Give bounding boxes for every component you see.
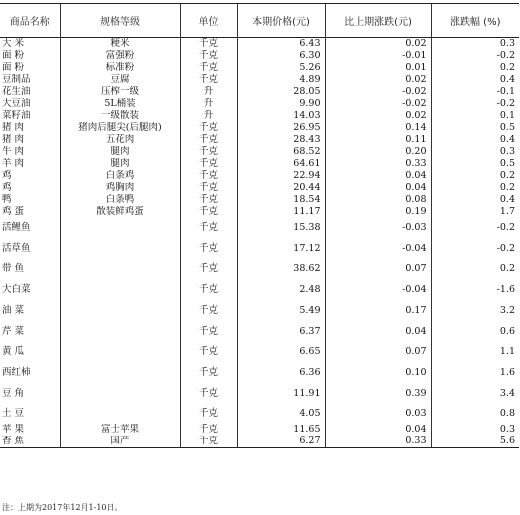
current-price-cell: 9.90 bbox=[237, 98, 325, 110]
spec-grade-cell: 标准粉 bbox=[60, 62, 180, 74]
current-price-cell: 17.12 bbox=[237, 239, 325, 259]
commodity-name-cell: 土 豆 bbox=[2, 407, 25, 419]
change-percent-cell: 0.1 bbox=[431, 110, 519, 122]
spec-grade-cell: 白条鸭 bbox=[60, 194, 180, 206]
change-percent-cell: 0.2 bbox=[431, 182, 519, 194]
current-price-cell: 38.62 bbox=[237, 259, 325, 280]
price-table-container bbox=[0, 3, 520, 448]
commodity-name-cell: 鸡 bbox=[2, 169, 12, 181]
current-price-cell: 2.48 bbox=[237, 280, 325, 301]
col-header-unit: 单位 bbox=[180, 4, 237, 38]
spec-grade-cell bbox=[60, 404, 180, 424]
spec-grade-cell: 豆腐 bbox=[60, 74, 180, 86]
table-row bbox=[0, 158, 519, 170]
price-change-cell: 0.39 bbox=[325, 384, 431, 404]
current-price-cell: 64.61 bbox=[237, 158, 325, 170]
table-row bbox=[0, 62, 519, 74]
change-percent-cell: 1.6 bbox=[431, 363, 519, 384]
spec-grade-cell bbox=[60, 363, 180, 384]
unit-cell: 千克 bbox=[180, 134, 237, 146]
current-price-cell: 5.26 bbox=[237, 62, 325, 74]
spec-grade-cell: 粳米 bbox=[60, 38, 180, 50]
change-percent-cell: 1.7 bbox=[431, 206, 519, 218]
header-row bbox=[0, 4, 519, 38]
spec-grade-cell: 散装鲜鸡蛋 bbox=[60, 206, 180, 218]
unit-cell: 千克 bbox=[180, 301, 237, 322]
unit-cell: 千克 bbox=[180, 436, 237, 448]
commodity-name-cell: 鸭 bbox=[2, 193, 12, 205]
price-change-cell: 0.04 bbox=[325, 424, 431, 436]
price-change-cell: -0.02 bbox=[325, 86, 431, 98]
commodity-name-cell: 黄 瓜 bbox=[2, 346, 25, 357]
change-percent-cell: 0.4 bbox=[431, 74, 519, 86]
commodity-name-cell: 活草鱼 bbox=[2, 242, 31, 254]
spec-grade-cell: 腿肉 bbox=[60, 158, 180, 170]
current-price-cell: 5.49 bbox=[237, 301, 325, 322]
footnote: 注：上期为2017年12月1-10日。 bbox=[2, 503, 123, 512]
price-change-cell: 0.02 bbox=[325, 74, 431, 86]
table-row bbox=[0, 436, 519, 448]
commodity-name-cell: 牛 肉 bbox=[2, 145, 25, 157]
commodity-name-cell: 鸡 蛋 bbox=[2, 205, 25, 217]
price-change-cell: 0.04 bbox=[325, 170, 431, 182]
unit-cell: 千克 bbox=[180, 424, 237, 436]
spec-grade-cell: 5L桶装 bbox=[60, 98, 180, 110]
price-change-cell: 0.14 bbox=[325, 122, 431, 134]
change-percent-cell: 0.2 bbox=[431, 259, 519, 280]
commodity-name-cell: 苹 果 bbox=[2, 423, 25, 435]
commodity-name-cell: 大白菜 bbox=[2, 284, 31, 295]
table-row bbox=[0, 182, 519, 194]
change-percent-cell: -0.1 bbox=[431, 86, 519, 98]
change-percent-cell: 0.6 bbox=[431, 322, 519, 342]
commodity-name-cell: 大 米 bbox=[2, 37, 25, 49]
table-row bbox=[0, 110, 519, 122]
commodity-name-cell: 带 鱼 bbox=[2, 263, 25, 274]
commodity-name-cell: 猪 肉 bbox=[2, 133, 25, 145]
unit-cell: 升 bbox=[180, 110, 237, 122]
current-price-cell: 26.95 bbox=[237, 122, 325, 134]
table-header bbox=[0, 4, 519, 38]
unit-cell: 千克 bbox=[180, 259, 237, 280]
col-header-price: 本期价格(元) bbox=[237, 4, 325, 38]
price-change-cell: -0.02 bbox=[325, 98, 431, 110]
change-percent-cell: 0.4 bbox=[431, 134, 519, 146]
table-row bbox=[0, 239, 519, 259]
price-change-cell: -0.04 bbox=[325, 239, 431, 259]
unit-cell: 千克 bbox=[180, 404, 237, 424]
col-header-spec: 规格等级 bbox=[60, 4, 180, 38]
change-percent-cell: 0.5 bbox=[431, 122, 519, 134]
spec-grade-cell: 压榨一级 bbox=[60, 86, 180, 98]
change-percent-cell: 5.6 bbox=[431, 436, 519, 448]
change-percent-cell: 0.3 bbox=[431, 424, 519, 436]
table-row bbox=[0, 170, 519, 182]
price-change-cell: 0.10 bbox=[325, 363, 431, 384]
table-body bbox=[0, 38, 519, 448]
commodity-name-cell: 豆 角 bbox=[2, 387, 25, 399]
unit-cell: 千克 bbox=[180, 74, 237, 86]
price-change-cell: -0.03 bbox=[325, 218, 431, 239]
price-change-cell: 0.02 bbox=[325, 110, 431, 122]
current-price-cell: 28.05 bbox=[237, 86, 325, 98]
current-price-cell: 6.43 bbox=[237, 38, 325, 50]
spec-grade-cell bbox=[60, 239, 180, 259]
unit-cell: 千克 bbox=[180, 218, 237, 239]
unit-cell: 千克 bbox=[180, 363, 237, 384]
change-percent-cell: 0.2 bbox=[431, 170, 519, 182]
spec-grade-cell bbox=[60, 384, 180, 404]
unit-cell: 千克 bbox=[180, 170, 237, 182]
unit-cell: 升 bbox=[180, 86, 237, 98]
current-price-cell: 11.17 bbox=[237, 206, 325, 218]
current-price-cell: 14.03 bbox=[237, 110, 325, 122]
unit-cell: 千克 bbox=[180, 122, 237, 134]
price-change-cell: 0.20 bbox=[325, 146, 431, 158]
commodity-name-cell: 菜籽油 bbox=[2, 109, 31, 121]
current-price-cell: 22.94 bbox=[237, 170, 325, 182]
current-price-cell: 6.36 bbox=[237, 363, 325, 384]
change-percent-cell: 3.2 bbox=[431, 301, 519, 322]
table-row bbox=[0, 50, 519, 62]
commodity-name-cell: 香 蕉 bbox=[0, 436, 60, 448]
price-change-cell: 0.17 bbox=[325, 301, 431, 322]
price-change-cell: 0.33 bbox=[325, 158, 431, 170]
table-row bbox=[0, 38, 519, 50]
spec-grade-cell: 五花肉 bbox=[60, 134, 180, 146]
table-row bbox=[0, 280, 519, 301]
change-percent-cell: -1.6 bbox=[431, 280, 519, 301]
price-change-cell: 0.33 bbox=[325, 436, 431, 448]
change-percent-cell: -0.2 bbox=[431, 239, 519, 259]
col-header-pct: 涨跌幅 (%) bbox=[431, 4, 519, 38]
table-row bbox=[0, 424, 519, 436]
change-percent-cell: 0.3 bbox=[431, 146, 519, 158]
table-row bbox=[0, 259, 519, 280]
current-price-cell: 4.89 bbox=[237, 74, 325, 86]
commodity-name-cell: 猪 肉 bbox=[2, 121, 25, 133]
table-row bbox=[0, 384, 519, 404]
unit-cell: 千克 bbox=[180, 342, 237, 363]
table-row bbox=[0, 206, 519, 218]
current-price-cell: 6.30 bbox=[237, 50, 325, 62]
table-row bbox=[0, 218, 519, 239]
commodity-name-cell: 面 粉 bbox=[2, 49, 25, 61]
unit-cell: 千克 bbox=[180, 384, 237, 404]
spec-grade-cell bbox=[60, 280, 180, 301]
table-row bbox=[0, 363, 519, 384]
change-percent-cell: 0.2 bbox=[431, 62, 519, 74]
unit-cell: 千克 bbox=[180, 239, 237, 259]
unit-cell: 千克 bbox=[180, 62, 237, 74]
col-header-change: 比上期涨跌(元) bbox=[325, 4, 431, 38]
current-price-cell: 6.65 bbox=[237, 342, 325, 363]
table-row bbox=[0, 146, 519, 158]
unit-cell: 千克 bbox=[180, 194, 237, 206]
commodity-name-cell: 花生油 bbox=[2, 85, 31, 97]
unit-cell: 千克 bbox=[180, 38, 237, 50]
price-change-cell: 0.07 bbox=[325, 342, 431, 363]
spec-grade-cell: 国产 bbox=[60, 436, 180, 448]
price-table bbox=[0, 3, 519, 448]
spec-grade-cell: 腿肉 bbox=[60, 146, 180, 158]
price-change-cell: 0.03 bbox=[325, 404, 431, 424]
unit-cell: 千克 bbox=[180, 158, 237, 170]
price-change-cell: 0.02 bbox=[325, 38, 431, 50]
current-price-cell: 6.27 bbox=[237, 436, 325, 448]
spec-grade-cell bbox=[60, 322, 180, 342]
current-price-cell: 68.52 bbox=[237, 146, 325, 158]
commodity-name-cell: 鸡 bbox=[2, 181, 12, 193]
table-row bbox=[0, 194, 519, 206]
spec-grade-cell bbox=[60, 218, 180, 239]
table-row bbox=[0, 98, 519, 110]
commodity-name-cell: 西红柿 bbox=[2, 367, 31, 378]
price-change-cell: 0.04 bbox=[325, 322, 431, 342]
col-header-name: 商品名称 bbox=[0, 4, 60, 38]
spec-grade-cell bbox=[60, 342, 180, 363]
spec-grade-cell: 白条鸡 bbox=[60, 170, 180, 182]
spec-grade-cell: 富强粉 bbox=[60, 50, 180, 62]
spec-grade-cell: 猪肉后腿尖(后腿肉) bbox=[60, 122, 180, 134]
change-percent-cell: 0.4 bbox=[431, 194, 519, 206]
change-percent-cell: -0.2 bbox=[431, 50, 519, 62]
spec-grade-cell bbox=[60, 301, 180, 322]
table-row bbox=[0, 86, 519, 98]
table-row bbox=[0, 404, 519, 424]
unit-cell: 千克 bbox=[180, 280, 237, 301]
table-row bbox=[0, 342, 519, 363]
price-change-cell: 0.19 bbox=[325, 206, 431, 218]
unit-cell: 千克 bbox=[180, 322, 237, 342]
spec-grade-cell: 一级散装 bbox=[60, 110, 180, 122]
current-price-cell: 6.37 bbox=[237, 322, 325, 342]
change-percent-cell: 0.8 bbox=[431, 404, 519, 424]
spec-grade-cell: 鸡胸肉 bbox=[60, 182, 180, 194]
price-change-cell: -0.04 bbox=[325, 280, 431, 301]
spec-grade-cell bbox=[60, 259, 180, 280]
change-percent-cell: -0.2 bbox=[431, 98, 519, 110]
current-price-cell: 28.43 bbox=[237, 134, 325, 146]
price-change-cell: 0.11 bbox=[325, 134, 431, 146]
commodity-name-cell: 大豆油 bbox=[2, 97, 31, 109]
table-row bbox=[0, 74, 519, 86]
unit-cell: 千克 bbox=[180, 182, 237, 194]
price-change-cell: 0.04 bbox=[325, 182, 431, 194]
table-row bbox=[0, 322, 519, 342]
unit-cell: 升 bbox=[180, 98, 237, 110]
unit-cell: 千克 bbox=[180, 206, 237, 218]
current-price-cell: 15.38 bbox=[237, 218, 325, 239]
commodity-name-cell: 面 粉 bbox=[2, 61, 25, 73]
table-row bbox=[0, 301, 519, 322]
price-change-cell: 0.08 bbox=[325, 194, 431, 206]
price-change-cell: -0.01 bbox=[325, 50, 431, 62]
unit-cell: 千克 bbox=[180, 146, 237, 158]
commodity-name-cell: 油 菜 bbox=[2, 305, 25, 316]
price-change-cell: 0.07 bbox=[325, 259, 431, 280]
commodity-name-cell: 芹 菜 bbox=[2, 325, 25, 337]
price-change-cell: 0.01 bbox=[325, 62, 431, 74]
commodity-name-cell: 羊 肉 bbox=[2, 157, 25, 169]
commodity-name-cell: 豆制品 bbox=[2, 73, 31, 85]
current-price-cell: 20.44 bbox=[237, 182, 325, 194]
change-percent-cell: 3.4 bbox=[431, 384, 519, 404]
current-price-cell: 11.91 bbox=[237, 384, 325, 404]
unit-cell: 千克 bbox=[180, 50, 237, 62]
current-price-cell: 4.05 bbox=[237, 404, 325, 424]
change-percent-cell: 0.3 bbox=[431, 38, 519, 50]
current-price-cell: 11.65 bbox=[237, 424, 325, 436]
table-row bbox=[0, 134, 519, 146]
spec-grade-cell: 富士苹果 bbox=[60, 424, 180, 436]
current-price-cell: 18.54 bbox=[237, 194, 325, 206]
change-percent-cell: 0.5 bbox=[431, 158, 519, 170]
table-row bbox=[0, 122, 519, 134]
change-percent-cell: 1.1 bbox=[431, 342, 519, 363]
commodity-name-cell: 活鲤鱼 bbox=[2, 222, 31, 233]
change-percent-cell: -0.2 bbox=[431, 218, 519, 239]
